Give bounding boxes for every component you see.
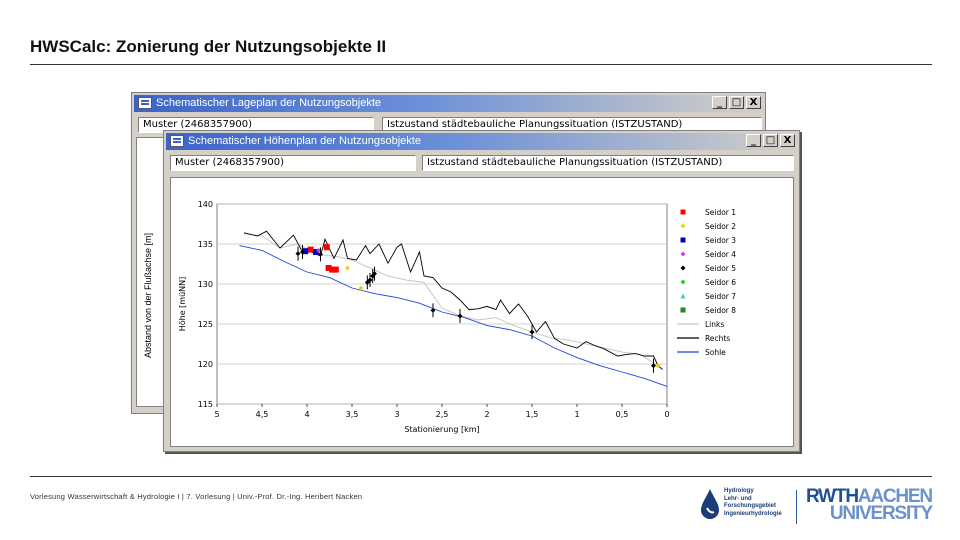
legend-label-seidor-7: Seidor 7 xyxy=(705,292,737,301)
legend-marker-seidor-5 xyxy=(681,266,686,271)
legend-label-seidor-4: Seidor 4 xyxy=(705,250,737,259)
legend-marker-seidor-8 xyxy=(681,308,686,313)
lageplan-y-axis-label: Abstand von der Flußachse [m] xyxy=(143,232,153,358)
legend-marker-seidor-2 xyxy=(681,224,686,229)
legend-marker-seidor-6 xyxy=(681,280,686,285)
footer-text: Vorlesung Wasserwirtschaft & Hydrologie I | 7. Vorlesung | Univ.-Prof. Dr.-Ing. Heribert Nacken xyxy=(30,492,363,501)
close-button[interactable]: X xyxy=(746,96,761,109)
maximize-button[interactable]: □ xyxy=(729,96,744,109)
hoehenplan-titlebar[interactable] xyxy=(166,133,797,150)
x-tick-label: 4 xyxy=(304,410,310,419)
legend-label-seidor-6: Seidor 6 xyxy=(705,278,737,287)
app-window-icon xyxy=(170,135,184,147)
x-axis-label: Stationierung [km] xyxy=(404,425,480,434)
legend-label-rechts: Rechts xyxy=(705,334,731,343)
hydro-line-3: Forschungsgebiet xyxy=(724,503,777,509)
x-tick-label: 2,5 xyxy=(435,410,449,419)
legend-label-sohle: Sohle xyxy=(705,348,726,357)
x-tick-label: 4,5 xyxy=(255,410,269,419)
object-marker-seidor-1 xyxy=(333,267,339,273)
minimize-button[interactable]: _ xyxy=(746,134,761,147)
rwth-logo-university: UNIVERSITY xyxy=(829,503,932,524)
x-tick-label: 0 xyxy=(664,410,670,419)
hydro-line-4: Ingenieurhydrologie xyxy=(724,510,782,517)
lageplan-window-title: Schematischer Lageplan der Nutzungsobjekte xyxy=(156,97,382,109)
y-tick-label: 115 xyxy=(197,400,213,409)
object-marker-seidor-1 xyxy=(308,247,314,253)
hoehenplan-window-title: Schematischer Höhenplan der Nutzungsobjekte xyxy=(188,135,421,147)
footer-divider xyxy=(30,476,932,477)
x-tick-label: 1 xyxy=(574,410,580,419)
y-axis-label: Höhe [müNN] xyxy=(178,276,187,332)
rwth-logo-aachen: AACHEN xyxy=(857,486,932,507)
legend-label-links: Links xyxy=(705,320,725,329)
rwth-logo-rwth: RWTH xyxy=(806,486,858,507)
hoehenplan-project-field: Muster (2468357900) xyxy=(170,155,416,171)
legend-marker-seidor-4 xyxy=(681,252,686,257)
hydro-line-2: Lehr- und xyxy=(724,495,752,502)
lageplan-project-field: Muster (2468357900) xyxy=(138,117,374,133)
plot-frame xyxy=(217,204,667,404)
x-tick-label: 0,5 xyxy=(615,410,629,419)
lageplan-titlebar[interactable] xyxy=(134,95,763,112)
legend-marker-seidor-1 xyxy=(681,210,686,215)
water-drop-icon xyxy=(700,488,720,520)
hydrology-logo xyxy=(700,486,790,526)
lageplan-plot-area xyxy=(136,137,164,407)
legend-label-seidor-2: Seidor 2 xyxy=(705,222,737,231)
page-title: HWSCalc: Zonierung der Nutzungsobjekte II xyxy=(30,37,387,56)
title-divider xyxy=(30,64,932,65)
x-tick-label: 5 xyxy=(214,410,220,419)
x-tick-label: 2 xyxy=(484,410,490,419)
y-tick-label: 135 xyxy=(197,240,213,249)
legend-label-seidor-8: Seidor 8 xyxy=(705,306,737,315)
lageplan-scenario-field: Istzustand städtebauliche Planungssituation (ISTZUSTAND) xyxy=(382,117,762,133)
object-marker-seidor-1 xyxy=(324,244,330,250)
close-button[interactable]: X xyxy=(780,134,795,147)
x-tick-label: 3,5 xyxy=(345,410,359,419)
minimize-button[interactable]: _ xyxy=(712,96,727,109)
legend-label-seidor-5: Seidor 5 xyxy=(705,264,737,273)
y-tick-label: 140 xyxy=(197,200,213,209)
hoehenplan-scenario-field: Istzustand städtebauliche Planungssituation (ISTZUSTAND) xyxy=(422,155,794,171)
x-tick-label: 3 xyxy=(394,410,400,419)
y-tick-label: 130 xyxy=(197,280,213,289)
y-tick-label: 120 xyxy=(197,360,213,369)
elevation-chart xyxy=(171,178,795,448)
hoehenplan-plot-area xyxy=(170,177,794,447)
app-window-icon xyxy=(138,97,152,109)
maximize-button[interactable]: □ xyxy=(763,134,778,147)
legend-marker-seidor-7 xyxy=(681,294,686,299)
legend-label-seidor-1: Seidor 1 xyxy=(705,208,737,217)
legend-marker-seidor-3 xyxy=(681,238,686,243)
logo-divider xyxy=(796,490,797,524)
x-tick-label: 1,5 xyxy=(525,410,539,419)
legend-label-seidor-3: Seidor 3 xyxy=(705,236,737,245)
y-tick-label: 125 xyxy=(197,320,213,329)
hydro-line-1: Hydrology xyxy=(724,488,754,494)
hoehenplan-window xyxy=(163,130,800,452)
rwth-logo xyxy=(806,488,932,522)
